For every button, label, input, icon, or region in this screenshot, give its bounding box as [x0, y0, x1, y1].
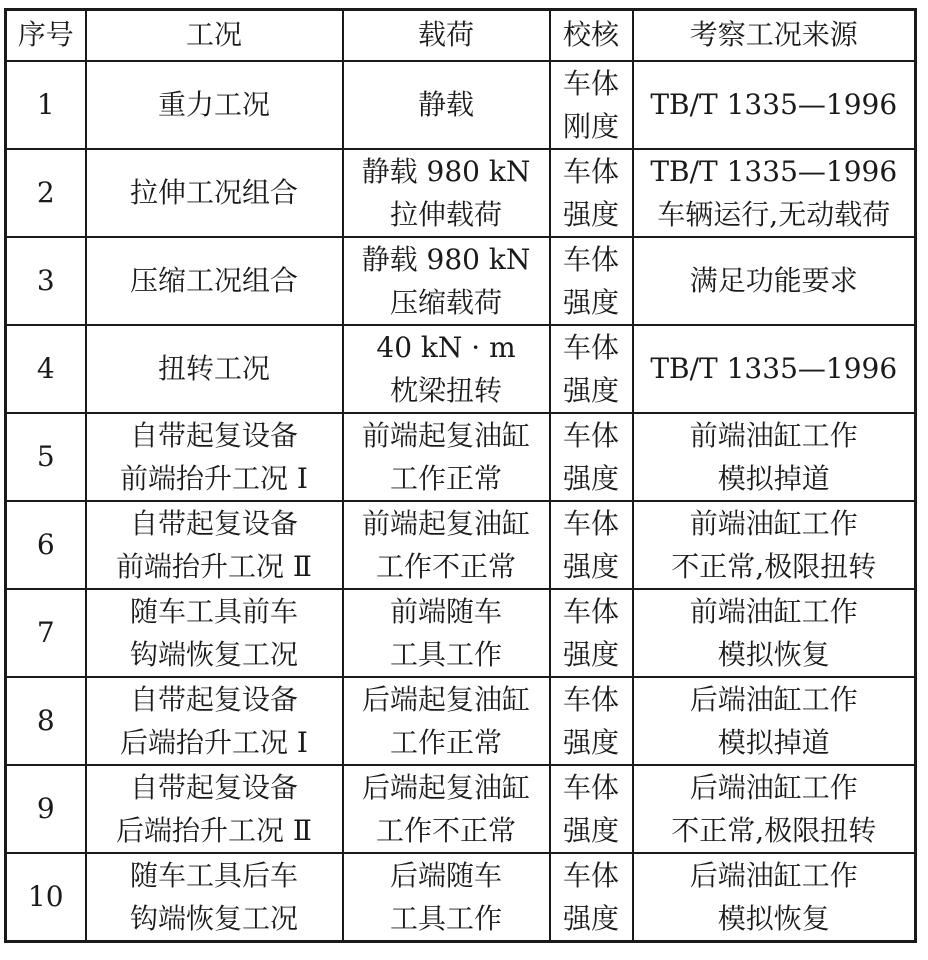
cell-check-line: 强度 [562, 637, 619, 671]
cell-source [633, 61, 916, 149]
cell-source [633, 149, 916, 237]
cell-load-line: 后端随车 [389, 858, 502, 892]
cell-check-line: 强度 [562, 813, 619, 847]
cell-no: 6 [6, 501, 86, 589]
cell-check-line: 车体 [562, 682, 619, 716]
cell-no: 7 [6, 589, 86, 677]
cell-case [86, 149, 343, 237]
cell-source [633, 765, 916, 853]
header-cell-no: 序号 [6, 10, 86, 61]
cell-load-line: 静载 [417, 88, 474, 121]
cell-case-line: 钩端恢复工况 [129, 637, 298, 671]
cell-no: 10 [6, 853, 86, 942]
cell-load-line: 前端随车 [389, 594, 502, 628]
cell-case-line: 扭转工况 [157, 352, 270, 385]
cell-load-line: 前端起复油缸 [361, 418, 530, 452]
cell-case [86, 325, 343, 413]
cell-load [343, 589, 550, 677]
table-row [6, 237, 916, 325]
cell-load-line: 静载 980 kN [361, 154, 531, 188]
cell-source-line: 车辆运行,无动载荷 [657, 197, 891, 231]
cell-case-line: 随车工具后车 [129, 858, 298, 892]
header-cell-source: 考察工况来源 [633, 10, 916, 61]
cell-source-line: 后端油缸工作 [689, 682, 858, 716]
cell-load-line: 工作不正常 [375, 813, 516, 847]
cell-case [86, 61, 343, 149]
cell-source-line: 模拟掉道 [717, 725, 830, 759]
cell-source [633, 853, 916, 942]
cell-load-line: 工作正常 [389, 461, 502, 495]
table-row [6, 325, 916, 413]
cell-check [550, 501, 633, 589]
table-row [6, 765, 916, 853]
cell-load-line: 后端起复油缸 [361, 682, 530, 716]
cell-no: 4 [6, 325, 86, 413]
cell-load-line: 工具工作 [389, 637, 502, 671]
cell-source-line: 模拟恢复 [717, 637, 830, 671]
cell-check-line: 车体 [562, 594, 619, 628]
cell-case [86, 677, 343, 765]
cell-case-line: 压缩工况组合 [129, 264, 298, 297]
cell-load [343, 765, 550, 853]
cell-source-line: 后端油缸工作 [689, 770, 858, 804]
cell-load [343, 325, 550, 413]
cell-source-line: 不正常,极限扭转 [671, 813, 877, 847]
cell-source-line: 后端油缸工作 [689, 858, 858, 892]
cell-load [343, 61, 550, 149]
cell-load [343, 237, 550, 325]
header-cell-case: 工况 [86, 10, 343, 61]
table-row [6, 677, 916, 765]
cell-load [343, 853, 550, 942]
cell-case-line: 钩端恢复工况 [129, 901, 298, 935]
table-body [6, 61, 916, 942]
cell-check [550, 61, 633, 149]
header-cell-check: 校核 [550, 10, 633, 61]
cell-no: 8 [6, 677, 86, 765]
cell-check-line: 强度 [562, 901, 619, 935]
cell-load-line: 静载 980 kN [361, 242, 531, 276]
cell-check [550, 677, 633, 765]
cell-source [633, 325, 916, 413]
cell-case-line: 自带起复设备 [129, 418, 298, 452]
table-row [6, 853, 916, 942]
cell-load [343, 413, 550, 501]
cell-source-line: TB/T 1335—1996 [650, 88, 898, 121]
cell-load-line: 后端起复油缸 [361, 770, 530, 804]
cell-case-line: 前端抬升工况 Ⅰ [120, 461, 308, 495]
cell-load-line: 拉伸载荷 [389, 197, 502, 231]
cell-check-line: 车体 [562, 154, 619, 188]
cell-load-line: 40 kN · m [376, 330, 516, 364]
cell-check-line: 强度 [562, 725, 619, 759]
cell-check [550, 589, 633, 677]
cell-load-line: 前端起复油缸 [361, 506, 530, 540]
cell-check-line: 车体 [562, 418, 619, 452]
cell-check-line: 强度 [562, 549, 619, 583]
cell-case-line: 后端抬升工况 Ⅱ [116, 813, 312, 847]
table-row [6, 501, 916, 589]
cell-case [86, 765, 343, 853]
cell-no: 2 [6, 149, 86, 237]
cell-no: 1 [6, 61, 86, 149]
cell-case-line: 自带起复设备 [129, 770, 298, 804]
cell-source [633, 589, 916, 677]
cell-case-line: 重力工况 [157, 88, 270, 121]
cell-load-line: 工作不正常 [375, 549, 516, 583]
cell-load [343, 149, 550, 237]
cell-check-line: 刚度 [562, 109, 619, 143]
cell-check-line: 强度 [562, 461, 619, 495]
cell-case [86, 501, 343, 589]
cell-case-line: 后端抬升工况 Ⅰ [120, 725, 308, 759]
cell-case-line: 自带起复设备 [129, 506, 298, 540]
cell-source-line: TB/T 1335—1996 [650, 352, 898, 385]
cell-case [86, 589, 343, 677]
cell-load-line: 压缩载荷 [389, 285, 502, 319]
cell-check-line: 车体 [562, 858, 619, 892]
cell-source-line: 不正常,极限扭转 [671, 549, 877, 583]
cell-check [550, 237, 633, 325]
cell-source-line: 模拟恢复 [717, 901, 830, 935]
cell-no: 5 [6, 413, 86, 501]
cell-source-line: 前端油缸工作 [689, 594, 858, 628]
cell-source [633, 237, 916, 325]
cell-source [633, 413, 916, 501]
cell-check [550, 765, 633, 853]
cell-check-line: 强度 [562, 373, 619, 407]
cell-source [633, 501, 916, 589]
table-row [6, 413, 916, 501]
cell-load-line: 枕梁扭转 [389, 373, 502, 407]
cell-load-line: 工作正常 [389, 725, 502, 759]
cell-case [86, 413, 343, 501]
cell-check [550, 853, 633, 942]
cell-case-line: 前端抬升工况 Ⅱ [116, 549, 312, 583]
cell-source-line: 前端油缸工作 [689, 418, 858, 452]
cell-case-line: 拉伸工况组合 [129, 176, 298, 209]
cell-source-line: 模拟掉道 [717, 461, 830, 495]
cell-check-line: 强度 [562, 285, 619, 319]
cell-source-line: 前端油缸工作 [689, 506, 858, 540]
header-cell-load: 载荷 [343, 10, 550, 61]
cell-load [343, 677, 550, 765]
table-row [6, 589, 916, 677]
cell-case [86, 237, 343, 325]
cell-source-line: TB/T 1335—1996 [650, 154, 898, 188]
cell-check-line: 车体 [562, 770, 619, 804]
cell-no: 9 [6, 765, 86, 853]
table-row [6, 61, 916, 149]
load-case-table [4, 8, 917, 943]
cell-no: 3 [6, 237, 86, 325]
cell-check-line: 车体 [562, 506, 619, 540]
cell-check-line: 车体 [562, 242, 619, 276]
header-row [6, 10, 916, 61]
cell-check [550, 413, 633, 501]
cell-load [343, 501, 550, 589]
cell-check-line: 车体 [562, 66, 619, 100]
table-row [6, 149, 916, 237]
cell-source [633, 677, 916, 765]
cell-case [86, 853, 343, 942]
cell-load-line: 工具工作 [389, 901, 502, 935]
cell-source-line: 满足功能要求 [689, 264, 858, 297]
cell-case-line: 自带起复设备 [129, 682, 298, 716]
cell-check-line: 强度 [562, 197, 619, 231]
cell-check [550, 325, 633, 413]
cell-case-line: 随车工具前车 [129, 594, 298, 628]
cell-check [550, 149, 633, 237]
cell-check-line: 车体 [562, 330, 619, 364]
